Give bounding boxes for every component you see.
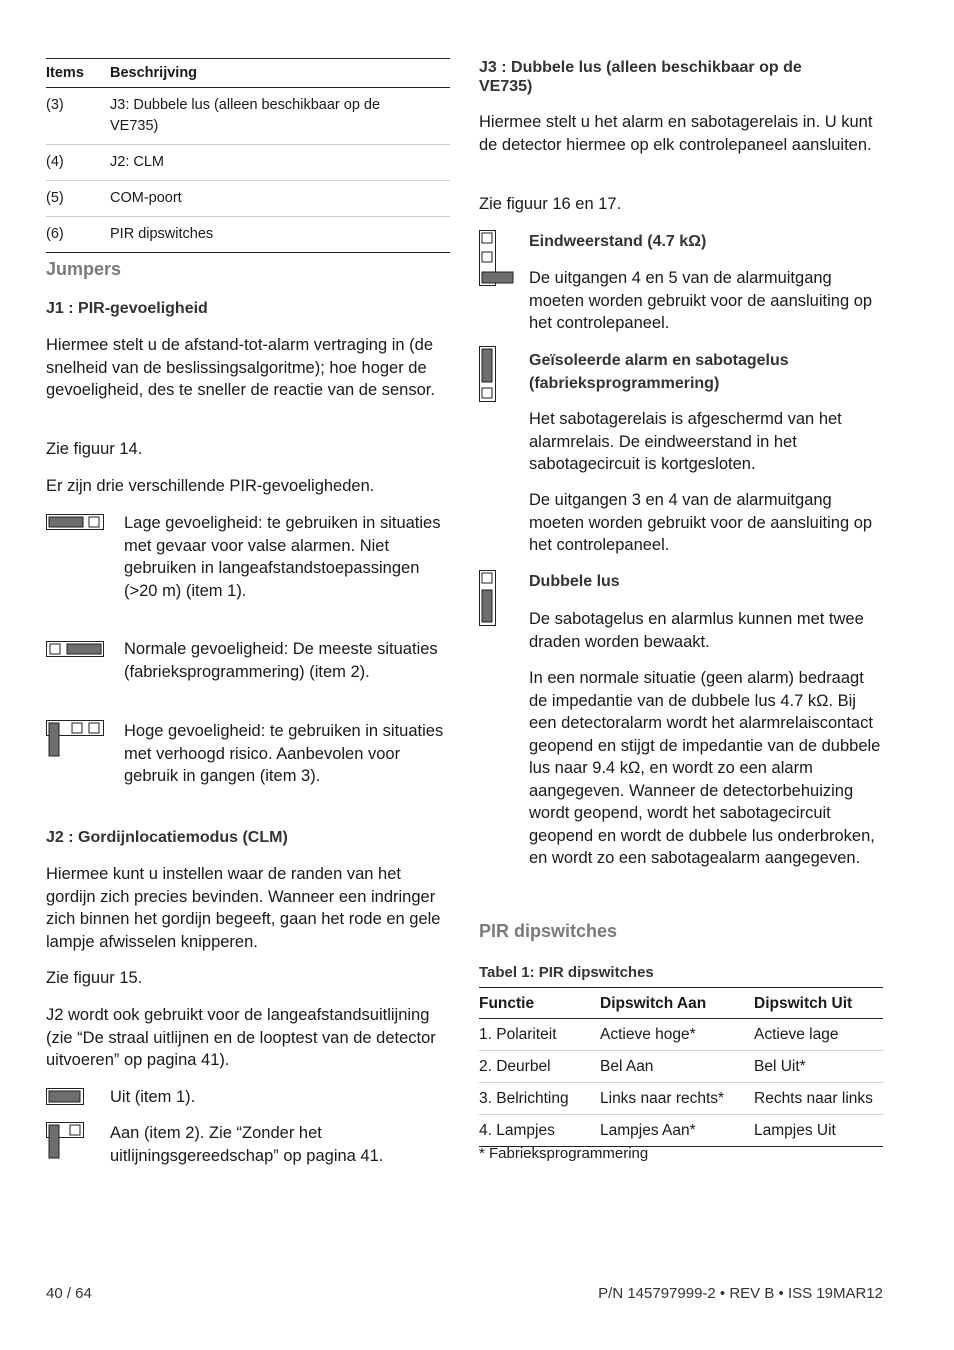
description-col-header: Beschrijving: [110, 59, 450, 88]
description-cell: J2: CLM: [110, 145, 450, 181]
j2-off-text: Uit (item 1).: [110, 1088, 196, 1106]
table-footnote: * Fabrieksprogrammering: [479, 1145, 649, 1162]
j2-intro: Hiermee kunt u instellen waar de randen van het gordijn zich precies bevinden. Wanneer een indringer zich binnen het gordijn begeeft, gaan het rode en gele lampje afwisselen knipperen.: [46, 865, 441, 951]
description-cell: J3: Dubbele lus (alleen beschikbaar op de VE735): [110, 88, 450, 145]
jumper-low-sensitivity-icon: [46, 514, 106, 534]
table-row: [479, 1115, 883, 1147]
switch-off-cell: Lampjes Uit: [754, 1115, 883, 1147]
items-table: [46, 58, 450, 253]
dbl-text-2: In een normale situatie (geen alarm) bedraagt de impedantie van de dubbele lus 4.7 kΩ. Bij een detectoralarm wordt het alarmrelaiscontact geopend en stijgt de impedantie van de dubbele lus naar 9.4 kΩ, en wordt zo een alarm aangegeven. Wanneer de detectorbehuizing wordt geopend, wordt het sabotagecircuit geopend en wordt de dubbele lus onderbroken, en wordt zo een sabotagealarm aangegeven.: [529, 669, 881, 867]
j1-see-figure: Zie figuur 14.: [46, 440, 143, 458]
j1-intro: Hiermee stelt u de afstand-tot-alarm vertraging in (de snelheid van de beslissingsalgoritme); hoe hoger de gevoeligheid, des te sneller de reactie van de sensor.: [46, 336, 435, 399]
switch-on-cell: Bel Aan: [600, 1051, 754, 1083]
j1-low-text: Lage gevoeligheid: te gebruiken in situaties met gevaar voor valse alarmen. Niet gebruiken in langeafstandstoepassingen (>20 m) (item 1).: [124, 514, 441, 600]
switch-off-col-header: Dipswitch Uit: [754, 988, 883, 1019]
jumper-clm-on-icon: [46, 1122, 86, 1160]
iso-text-1: Het sabotagerelais is afgeschermd van het alarmrelais. De eindweerstand in het sabotagecircuit is kortgesloten.: [529, 410, 842, 473]
jumper-double-loop-icon: [479, 570, 499, 628]
pir-dipswitches-heading: PIR dipswitches: [479, 921, 618, 941]
item-cell: (6): [46, 217, 110, 253]
table-caption: Tabel 1: PIR dipswitches: [479, 964, 654, 981]
switch-on-cell: Lampjes Aan*: [600, 1115, 754, 1147]
jumper-isolated-loop-icon: [479, 346, 499, 404]
j2-see-figure: Zie figuur 15.: [46, 969, 143, 987]
switch-on-col-header: Dipswitch Aan: [600, 988, 754, 1019]
iso-title: Geïsoleerde alarm en sabotagelus (fabrieksprogrammering): [529, 352, 789, 392]
table-row: [46, 145, 450, 181]
pir-table-header: [479, 988, 883, 1019]
description-cell: COM-poort: [110, 181, 450, 217]
table-row: [479, 1019, 883, 1051]
pir-dipswitches-table: [479, 987, 883, 1147]
switch-off-cell: Rechts naar links: [754, 1083, 883, 1115]
table-row: [46, 217, 450, 253]
j1-three-levels: Er zijn drie verschillende PIR-gevoeligheden.: [46, 477, 375, 495]
function-cell: 3. Belrichting: [479, 1083, 600, 1115]
description-cell: PIR dipswitches: [110, 217, 450, 253]
dbl-text-1: De sabotagelus en alarmlus kunnen met twee draden worden bewaakt.: [529, 610, 864, 651]
j1-high-text: Hoge gevoeligheid: te gebruiken in situaties met verhoogd risico. Aanbevolen voor gebruik in gangen (item 3).: [124, 722, 444, 785]
function-cell: 4. Lampjes: [479, 1115, 600, 1147]
table-row: [46, 181, 450, 217]
table-row: [479, 1083, 883, 1115]
jumper-high-sensitivity-icon: [46, 720, 106, 758]
j2-heading: J2 : Gordijnlocatiemodus (CLM): [46, 829, 288, 846]
eol-title: Eindweerstand (4.7 kΩ): [529, 233, 707, 250]
table-row: [46, 88, 450, 145]
jumpers-heading: Jumpers: [46, 259, 122, 279]
jumper-eol-resistor-icon: [479, 230, 517, 290]
jumper-normal-sensitivity-icon: [46, 641, 106, 661]
function-cell: 1. Polariteit: [479, 1019, 600, 1051]
table-row: [479, 1051, 883, 1083]
function-col-header: Functie: [479, 988, 600, 1019]
j1-normal-text: Normale gevoeligheid: De meeste situaties (fabrieksprogrammering) (item 2).: [124, 640, 438, 681]
switch-on-cell: Links naar rechts*: [600, 1083, 754, 1115]
j1-heading: J1 : PIR-gevoeligheid: [46, 300, 208, 317]
jumper-clm-off-icon: [46, 1088, 86, 1108]
j3-see-figure: Zie figuur 16 en 17.: [479, 195, 622, 213]
item-cell: (4): [46, 145, 110, 181]
j3-intro: Hiermee stelt u het alarm en sabotagerelais in. U kunt de detector hiermee op elk controlepaneel aansluiten.: [479, 113, 873, 154]
j2-also-text: J2 wordt ook gebruikt voor de langeafstandsuitlijning (zie “De straal uitlijnen en de looptest van de detector uitvoeren” op pagina 41).: [46, 1006, 436, 1069]
part-number: P/N 145797999-2 • REV B • ISS 19MAR12: [598, 1285, 883, 1302]
function-cell: 2. Deurbel: [479, 1051, 600, 1083]
eol-text: De uitgangen 4 en 5 van de alarmuitgang moeten worden gebruikt voor de aansluiting op het controlepaneel.: [529, 269, 873, 332]
j2-on-text: Aan (item 2). Zie “Zonder het uitlijningsgereedschap” op pagina 41.: [110, 1124, 384, 1165]
switch-on-cell: Actieve hoge*: [600, 1019, 754, 1051]
item-cell: (5): [46, 181, 110, 217]
iso-text-2: De uitgangen 3 en 4 van de alarmuitgang moeten worden gebruikt voor de aansluiting op het controlepaneel.: [529, 491, 873, 554]
switch-off-cell: Actieve lage: [754, 1019, 883, 1051]
dbl-title: Dubbele lus: [529, 573, 620, 590]
j3-heading: J3 : Dubbele lus (alleen beschikbaar op de VE735): [479, 59, 802, 95]
page-number: 40 / 64: [46, 1285, 92, 1302]
items-col-header: Items: [46, 59, 110, 88]
switch-off-cell: Bel Uit*: [754, 1051, 883, 1083]
items-table-header: [46, 59, 450, 88]
item-cell: (3): [46, 88, 110, 145]
